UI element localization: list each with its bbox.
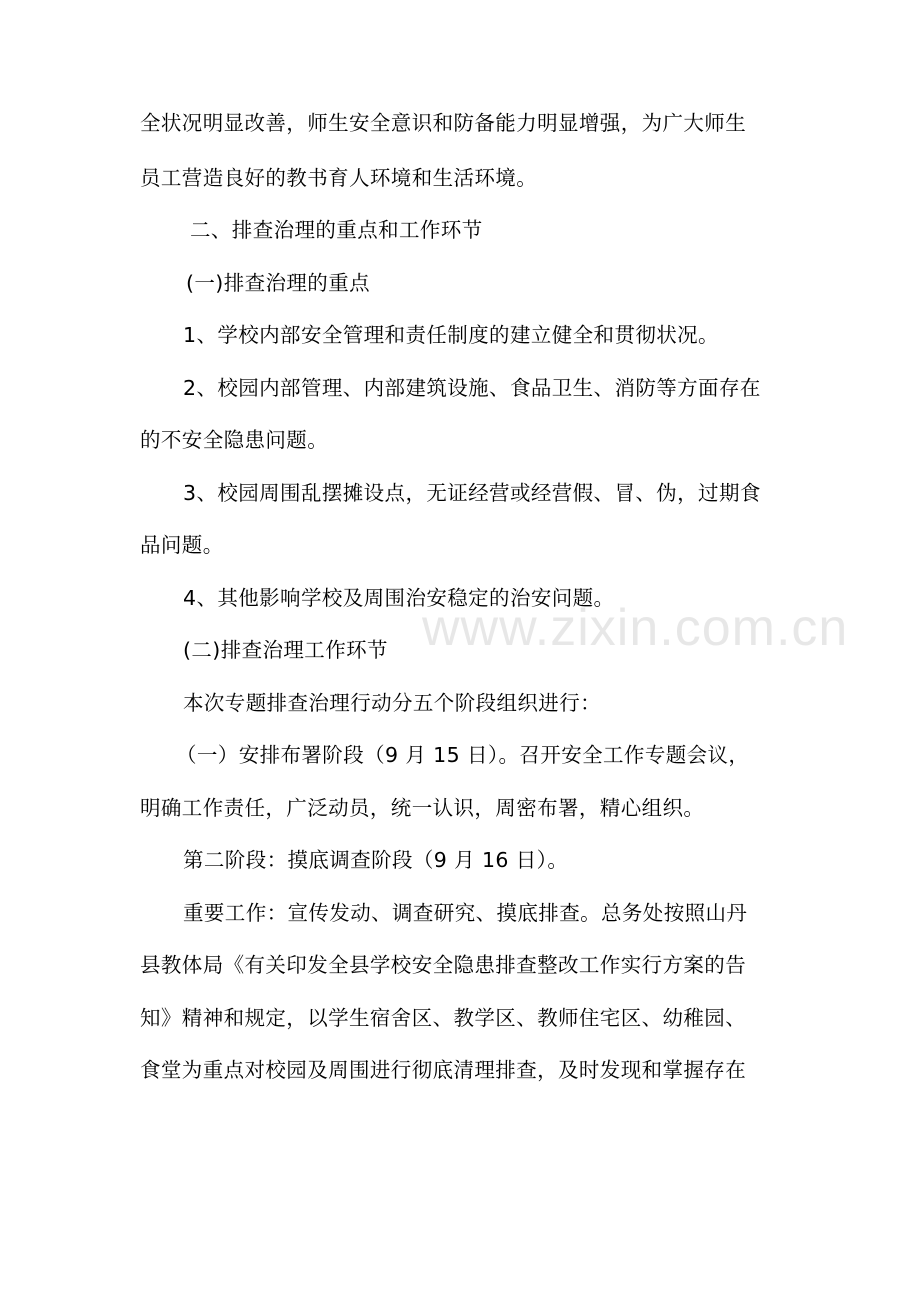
subsection-heading: (二)排查治理工作环节	[183, 638, 388, 662]
watermark: www.zixin.com.cn	[422, 599, 849, 657]
section-heading: 二、排查治理的重点和工作环节	[190, 218, 483, 242]
list-item: 3、校园周围乱摆摊设点，无证经营或经营假、冒、伪，过期食	[183, 481, 761, 505]
paragraph-line: 重要工作：宣传发动、调查研究、摸底排查。总务处按照山丹	[183, 901, 748, 925]
paragraph-line: 知》精神和规定，以学生宿舍区、教学区、教师住宅区、幼稚园、	[140, 1006, 747, 1030]
list-item: 1、学校内部安全管理和责任制度的建立健全和贯彻状况。	[183, 323, 719, 347]
paragraph-line: （一）安排布署阶段（9 月 15 日）。召开安全工作专题会议，	[176, 743, 750, 767]
paragraph-line: 明确工作责任，广泛动员，统一认识，周密布署，精心组织。	[140, 796, 705, 820]
list-item: 2、校园内部管理、内部建筑设施、食品卫生、消防等方面存在	[183, 376, 761, 400]
paragraph-line: 食堂为重点对校园及周围进行彻底清理排查，及时发现和掌握存在	[140, 1058, 747, 1082]
paragraph-line: 的不安全隐患问题。	[140, 428, 329, 452]
subsection-heading: (一)排查治理的重点	[186, 271, 370, 295]
paragraph-line: 员工营造良好的教书育人环境和生活环境。	[140, 166, 538, 190]
paragraph-line: 县教体局《有关印发全县学校安全隐患排查整改工作实行方案的告	[140, 953, 747, 977]
paragraph-line: 第二阶段：摸底调查阶段（9 月 16 日）。	[183, 848, 569, 872]
paragraph-line: 全状况明显改善，师生安全意识和防备能力明显增强，为广大师生	[140, 111, 747, 135]
paragraph-line: 品问题。	[140, 533, 224, 557]
list-item: 4、其他影响学校及周围治安稳定的治安问题。	[183, 586, 615, 610]
paragraph-line: 本次专题排查治理行动分五个阶段组织进行：	[183, 691, 601, 715]
